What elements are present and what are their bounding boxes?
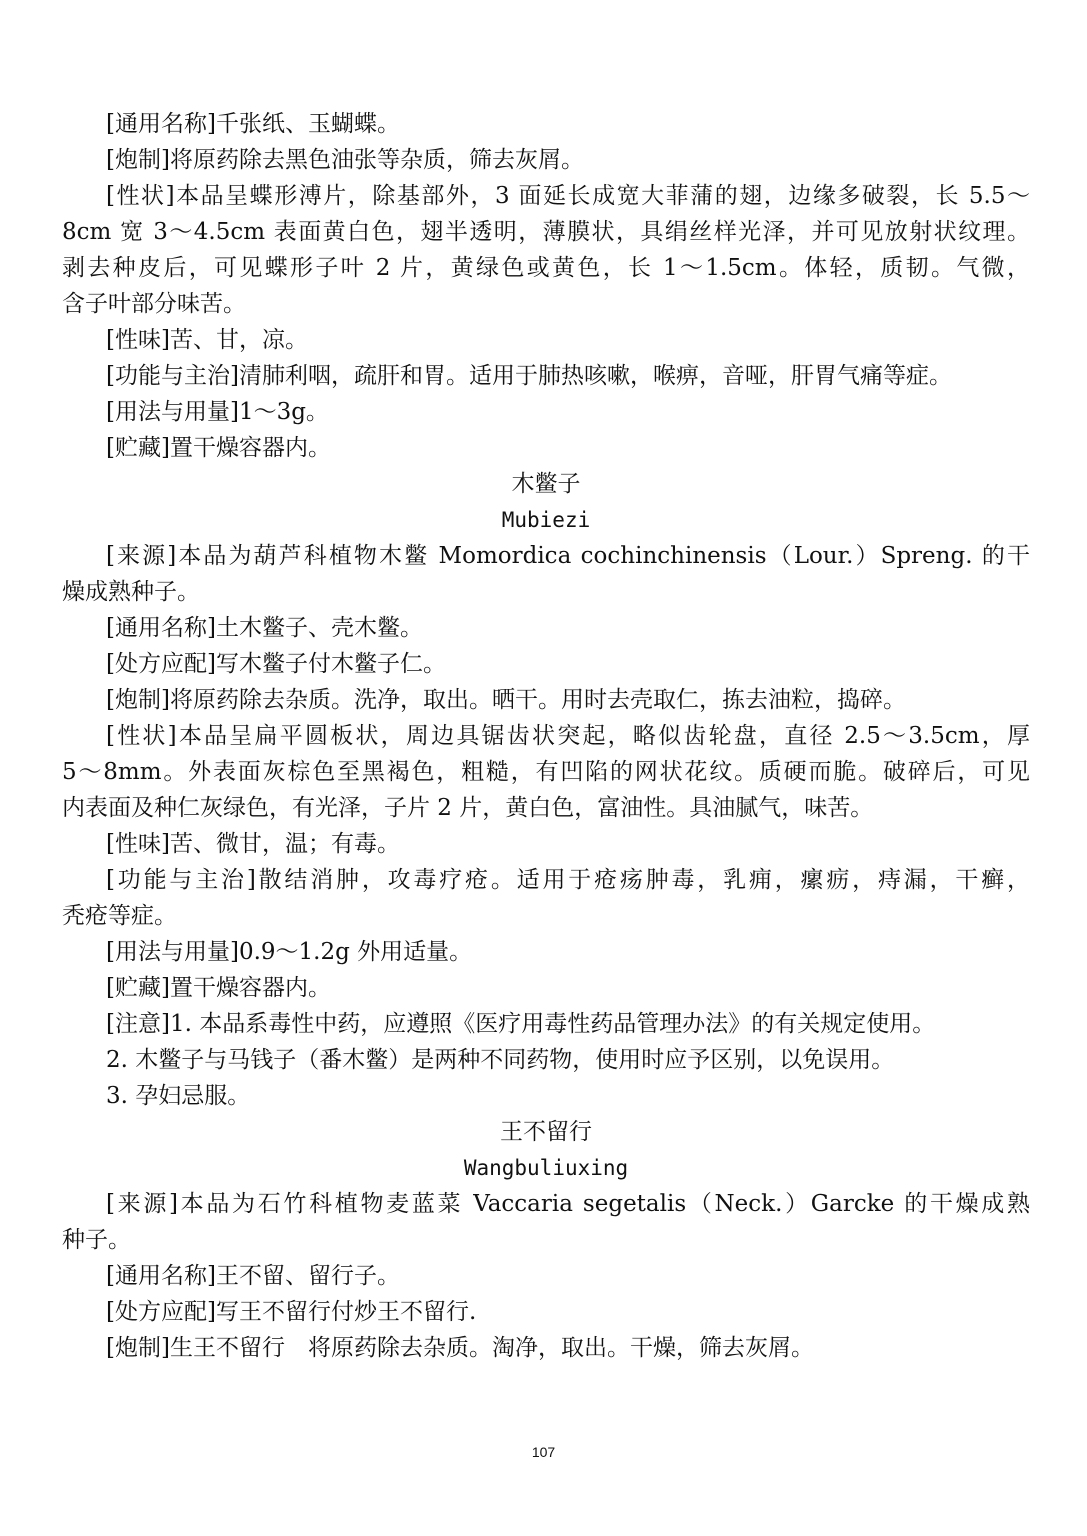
text-line: 内表面及种仁灰绿色，有光泽，子片 2 片，黄白色，富油性。具油腻气，味苦。	[62, 795, 874, 821]
text-line: [用法与用量]0.9～1.2g 外用适量。	[106, 939, 473, 965]
entry-title: 木鳖子	[511, 471, 581, 497]
entry-pinyin: Mubiezi	[501, 508, 591, 532]
text-line: [处方应配]写王不留行付炒王不留行.	[106, 1299, 477, 1325]
entry-title: 王不留行	[500, 1119, 592, 1145]
text-line: [注意]1. 本品系毒性中药，应遵照《医疗用毒性药品管理办法》的有关规定使用。	[106, 1011, 936, 1037]
text-line: [来源]本品为石竹科植物麦蓝菜 Vaccaria segetalis（Neck.）Garcke 的干燥成熟	[106, 1191, 1030, 1217]
text-line: [贮藏]置干燥容器内。	[106, 975, 331, 1001]
text-line: [贮藏]置干燥容器内。	[106, 435, 331, 461]
text-line: [炮制]将原药除去黑色油张等杂质，筛去灰屑。	[106, 147, 584, 173]
page-number: 107	[531, 1444, 556, 1460]
text-line: [炮制]将原药除去杂质。洗净，取出。晒干。用时去壳取仁，拣去油粒，捣碎。	[106, 687, 906, 713]
text-line: 8cm 宽 3～4.5cm 表面黄白色，翅半透明，薄膜状，具绢丝样光泽，并可见放射状纹理。	[62, 219, 1030, 245]
text-line: 秃疮等症。	[62, 903, 177, 929]
text-line: [通用名称]千张纸、玉蝴蝶。	[106, 111, 400, 137]
text-line: 含子叶部分味苦。	[62, 291, 246, 317]
text-line: [来源]本品为葫芦科植物木鳖 Momordica cochinchinensis（Lour.）Spreng. 的干	[106, 543, 1030, 569]
text-line: [用法与用量]1～3g。	[106, 399, 329, 425]
text-line: [处方应配]写木鳖子付木鳖子仁。	[106, 651, 446, 677]
text-line: [炮制]生王不留行 将原药除去杂质。淘净，取出。干燥，筛去灰屑。	[106, 1335, 814, 1361]
text-line: [性状]本品呈扁平圆板状，周边具锯齿状突起，略似齿轮盘，直径 2.5～3.5cm，厚	[106, 723, 1030, 749]
text-line: [通用名称]王不留、留行子。	[106, 1263, 400, 1289]
text-line: 2. 木鳖子与马钱子（番木鳖）是两种不同药物，使用时应予区别，以免误用。	[106, 1047, 895, 1073]
text-line: 5～8mm。外表面灰棕色至黑褐色，粗糙，有凹陷的网状花纹。质硬而脆。破碎后，可见	[62, 759, 1030, 785]
text-line: [功能与主治]散结消肿，攻毒疗疮。适用于疮疡肿毒，乳痈，瘰疬，痔漏，干癣，	[106, 867, 1030, 893]
text-line: 剥去种皮后，可见蝶形子叶 2 片，黄绿色或黄色，长 1～1.5cm。体轻，质韧。气微，	[62, 255, 1030, 281]
text-line: [性味]苦、微甘，温；有毒。	[106, 831, 400, 857]
entry-pinyin: Wangbuliuxing	[463, 1156, 629, 1180]
text-line: [通用名称]土木鳖子、壳木鳖。	[106, 615, 423, 641]
body-text	[62, 106, 1030, 1366]
text-line: 燥成熟种子。	[62, 579, 200, 605]
text-line: 种子。	[62, 1227, 131, 1253]
text-line: [性味]苦、甘，凉。	[106, 327, 308, 353]
text-line: [性状]本品呈蝶形溥片，除基部外，3 面延长成宽大菲蒲的翅，边缘多破裂，长 5.5～	[106, 183, 1030, 209]
text-line: 3. 孕妇忌服。	[106, 1083, 251, 1109]
text-line: [功能与主治]清肺利咽，疏肝和胃。适用于肺热咳嗽，喉痹，音哑，肝胃气痛等症。	[106, 363, 952, 389]
